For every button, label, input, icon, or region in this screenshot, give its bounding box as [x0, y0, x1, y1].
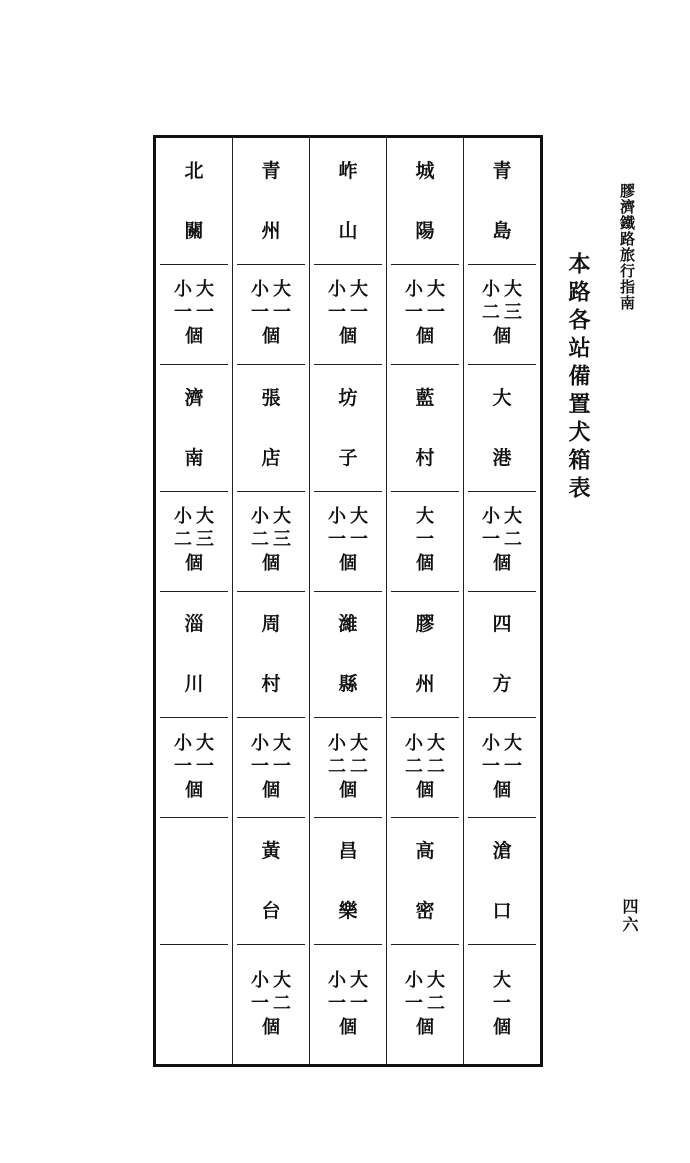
station-name-cell: [237, 592, 305, 719]
station-name-cell: [237, 365, 305, 492]
station-name-cell: [237, 138, 305, 265]
unit-label: 個: [339, 779, 357, 801]
box-count: [414, 505, 436, 577]
large-box-count: 一: [350, 529, 368, 551]
small-box-count: 二: [251, 529, 269, 551]
station-name: 黃台: [261, 840, 281, 923]
box-count: [249, 278, 293, 350]
unit-label: 個: [493, 553, 511, 575]
dog-box-count-cell: [160, 492, 228, 592]
station-name: 藍村: [415, 386, 435, 469]
small-box-label: 小: [174, 732, 192, 754]
unit-label: 個: [416, 553, 434, 575]
small-box-count: 一: [251, 992, 269, 1014]
dog-box-count-cell: [468, 718, 536, 818]
dog-box-count-cell: [314, 492, 382, 592]
small-box-count: 一: [328, 302, 346, 324]
large-box-count: 一: [427, 302, 445, 324]
large-box-label: 大: [196, 506, 214, 528]
dog-box-count-cell: [160, 945, 228, 1064]
station-name-cell: [391, 138, 459, 265]
station-name-cell: [468, 138, 536, 265]
small-box-count: 二: [482, 302, 500, 324]
small-box-count: 二: [405, 755, 423, 777]
small-box-count: 二: [328, 755, 346, 777]
station-name-cell: [314, 818, 382, 945]
station-name-cell: [391, 365, 459, 492]
station-name-cell: [314, 592, 382, 719]
station-name: 青州: [261, 159, 281, 242]
large-box-label: 大: [504, 732, 522, 754]
station-name: 坊子: [338, 386, 358, 469]
small-box-count: 一: [405, 992, 423, 1014]
station-name: 濟南: [184, 386, 204, 469]
large-box-count: 一: [350, 302, 368, 324]
large-box-label: 大: [273, 506, 291, 528]
box-count: [326, 969, 370, 1041]
station-name: 滄口: [492, 840, 512, 923]
table-column: [156, 138, 232, 1064]
box-count: [480, 278, 524, 350]
small-box-count: 一: [328, 529, 346, 551]
box-count: [249, 505, 293, 577]
small-box-count: 一: [482, 755, 500, 777]
unit-label: 個: [339, 1016, 357, 1038]
dog-box-count-cell: [391, 718, 459, 818]
large-box-count: 一: [273, 755, 291, 777]
box-count: [326, 732, 370, 804]
station-name-cell: [468, 818, 536, 945]
small-box-label: 小: [174, 506, 192, 528]
table-column: [232, 138, 309, 1064]
box-count: [326, 505, 370, 577]
dog-box-count-cell: [391, 492, 459, 592]
unit-label: 個: [493, 779, 511, 801]
large-box-count: 三: [504, 302, 522, 324]
large-box-label: 大: [196, 279, 214, 301]
unit-label: 個: [416, 326, 434, 348]
large-box-label: 大: [350, 506, 368, 528]
station-name: 四方: [492, 613, 512, 696]
small-box-count: 一: [482, 529, 500, 551]
small-box-label: 小: [405, 732, 423, 754]
box-count: [403, 732, 447, 804]
station-name-cell: [391, 818, 459, 945]
station-name: 濰縣: [338, 613, 358, 696]
small-box-label: 小: [251, 506, 269, 528]
large-box-label: 大: [273, 969, 291, 991]
station-name: 周村: [261, 613, 281, 696]
small-box-label: 小: [482, 279, 500, 301]
station-name: 高密: [415, 840, 435, 923]
large-box-label: 大: [504, 506, 522, 528]
small-box-label: 小: [174, 279, 192, 301]
dog-box-count-cell: [314, 945, 382, 1064]
unit-label: 個: [416, 1016, 434, 1038]
small-box-label: 小: [251, 969, 269, 991]
dog-box-count-cell: [237, 945, 305, 1064]
small-box-count: 一: [174, 755, 192, 777]
small-box-label: 小: [405, 969, 423, 991]
station-name: 北關: [184, 159, 204, 242]
station-name: 淄川: [184, 613, 204, 696]
large-box-count: 一: [273, 302, 291, 324]
large-box-count: 一: [493, 992, 511, 1014]
unit-label: 個: [339, 326, 357, 348]
large-box-label: 大: [427, 969, 445, 991]
box-count: [480, 505, 524, 577]
large-box-count: 二: [504, 529, 522, 551]
unit-label: 個: [493, 326, 511, 348]
unit-label: 個: [185, 553, 203, 575]
box-count: [172, 505, 216, 577]
page-number: 四六: [620, 898, 639, 934]
dog-box-count-cell: [237, 492, 305, 592]
station-name-cell: [314, 138, 382, 265]
small-box-label: 小: [251, 279, 269, 301]
small-box-label: 小: [405, 279, 423, 301]
large-box-count: 一: [196, 755, 214, 777]
small-box-count: 二: [174, 529, 192, 551]
large-box-count: 二: [427, 992, 445, 1014]
table-title: 本路各站備置犬箱表: [565, 252, 591, 504]
dog-box-count-cell: [314, 265, 382, 365]
station-name: 城陽: [415, 159, 435, 242]
dog-box-table: [153, 135, 543, 1067]
station-name-cell: [160, 365, 228, 492]
dog-box-count-cell: [468, 492, 536, 592]
large-box-count: 二: [427, 755, 445, 777]
large-box-count: 一: [504, 755, 522, 777]
box-count: [326, 278, 370, 350]
large-box-count: 二: [350, 755, 368, 777]
small-box-label: 小: [482, 732, 500, 754]
large-box-label: 大: [493, 969, 511, 991]
unit-label: 個: [262, 553, 280, 575]
large-box-count: 三: [196, 529, 214, 551]
station-name: 岞山: [338, 159, 358, 242]
station-name-cell: [160, 138, 228, 265]
unit-label: 個: [185, 326, 203, 348]
small-box-label: 小: [328, 969, 346, 991]
station-name: 青島: [492, 159, 512, 242]
dog-box-count-cell: [314, 718, 382, 818]
small-box-count: 一: [405, 302, 423, 324]
box-count: [172, 278, 216, 350]
small-box-label: 小: [251, 732, 269, 754]
large-box-label: 大: [427, 279, 445, 301]
large-box-label: 大: [350, 732, 368, 754]
station-name-cell: [314, 365, 382, 492]
box-count: [491, 969, 513, 1041]
station-name-cell: [160, 818, 228, 945]
large-box-count: 二: [273, 992, 291, 1014]
small-box-count: 一: [328, 992, 346, 1014]
large-box-label: 大: [427, 732, 445, 754]
small-box-count: 一: [251, 755, 269, 777]
dog-box-count-cell: [160, 718, 228, 818]
dog-box-count-cell: [391, 945, 459, 1064]
large-box-label: 大: [196, 732, 214, 754]
station-name-cell: [237, 818, 305, 945]
dog-box-count-cell: [237, 265, 305, 365]
unit-label: 個: [416, 779, 434, 801]
box-count: [403, 278, 447, 350]
table-column: [463, 138, 540, 1064]
unit-label: 個: [493, 1016, 511, 1038]
large-box-label: 大: [350, 969, 368, 991]
small-box-label: 小: [328, 506, 346, 528]
large-box-count: 三: [273, 529, 291, 551]
running-head: 膠濟鐵路旅行指南: [618, 183, 636, 311]
box-count: [249, 732, 293, 804]
table-column: [309, 138, 386, 1064]
dog-box-count-cell: [468, 945, 536, 1064]
large-box-label: 大: [504, 279, 522, 301]
box-count: [480, 732, 524, 804]
unit-label: 個: [339, 553, 357, 575]
dog-box-count-cell: [160, 265, 228, 365]
large-box-count: 一: [196, 302, 214, 324]
table-column: [386, 138, 463, 1064]
unit-label: 個: [262, 779, 280, 801]
small-box-count: 一: [251, 302, 269, 324]
unit-label: 個: [262, 326, 280, 348]
box-count: [403, 969, 447, 1041]
station-name-cell: [468, 365, 536, 492]
large-box-label: 大: [416, 506, 434, 528]
small-box-label: 小: [328, 279, 346, 301]
station-name-cell: [160, 592, 228, 719]
dog-box-count-cell: [237, 718, 305, 818]
large-box-label: 大: [273, 279, 291, 301]
small-box-label: 小: [482, 506, 500, 528]
box-count: [249, 969, 293, 1041]
small-box-label: 小: [328, 732, 346, 754]
small-box-count: 一: [174, 302, 192, 324]
box-count: [172, 732, 216, 804]
station-name: 大港: [492, 386, 512, 469]
large-box-count: 一: [350, 992, 368, 1014]
large-box-label: 大: [273, 732, 291, 754]
station-name: 張店: [261, 386, 281, 469]
unit-label: 個: [185, 779, 203, 801]
large-box-label: 大: [350, 279, 368, 301]
station-name: 昌樂: [338, 840, 358, 923]
dog-box-count-cell: [391, 265, 459, 365]
station-name-cell: [468, 592, 536, 719]
station-name: 膠州: [415, 613, 435, 696]
dog-box-count-cell: [468, 265, 536, 365]
station-name-cell: [391, 592, 459, 719]
unit-label: 個: [262, 1016, 280, 1038]
large-box-count: 一: [416, 529, 434, 551]
